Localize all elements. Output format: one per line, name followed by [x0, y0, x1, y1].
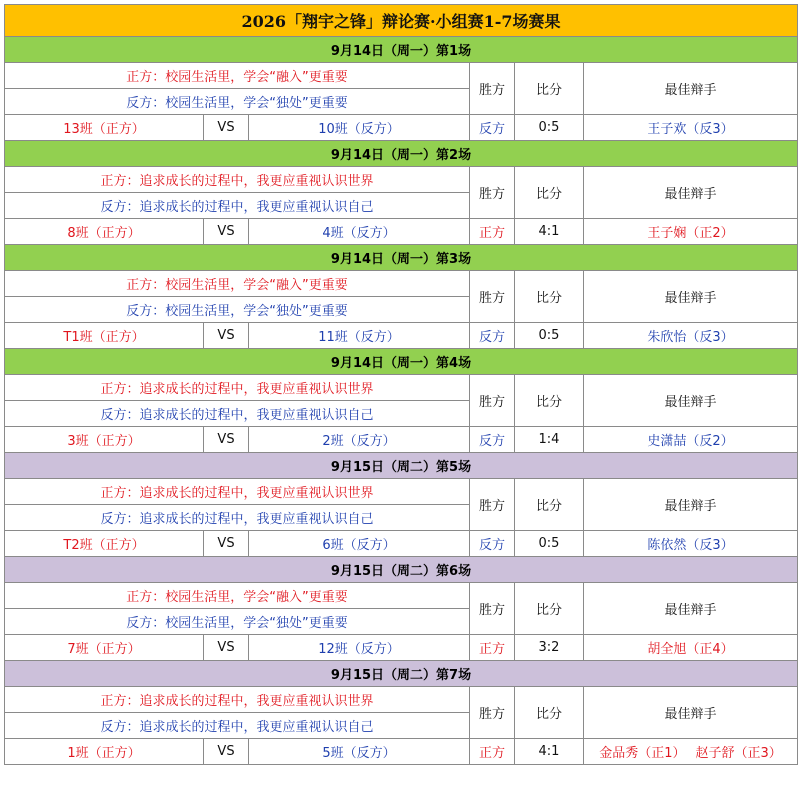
- team-con: 10班（反方）: [249, 115, 470, 141]
- best-debater-header: 最佳辩手: [584, 271, 798, 323]
- vs-label: VS: [204, 531, 249, 557]
- score-header: 比分: [515, 63, 584, 115]
- pro-topic: 正方：校园生活里，学会“融入”更重要: [5, 583, 470, 609]
- match-header-row: [5, 37, 798, 63]
- winner-header: 胜方: [470, 375, 515, 427]
- result-row: [5, 739, 798, 765]
- score-cell: 0:5: [515, 531, 584, 557]
- pro-topic-row: [5, 271, 798, 297]
- best-debater-cell: [584, 323, 798, 349]
- sheet-title: 2026「翔宇之锋」辩论赛·小组赛1-7场赛果: [5, 5, 798, 37]
- score-header: 比分: [515, 687, 584, 739]
- match-header-row: [5, 661, 798, 687]
- match-header: 9月15日（周二）第7场: [5, 661, 798, 687]
- score-cell: 3:2: [515, 635, 584, 661]
- score-cell: 1:4: [515, 427, 584, 453]
- best-debater-name: 赵子舒（正3）: [695, 746, 782, 761]
- best-debater-cell: [584, 739, 798, 765]
- pro-topic: 正方：追求成长的过程中，我更应重视认识世界: [5, 479, 470, 505]
- match-header: 9月14日（周一）第3场: [5, 245, 798, 271]
- winner-cell: 反方: [470, 115, 515, 141]
- vs-label: VS: [204, 115, 249, 141]
- best-debater-name: 胡全旭（正4）: [647, 642, 734, 657]
- con-topic: 反方：校园生活里，学会“独处”更重要: [5, 609, 470, 635]
- winner-header: 胜方: [470, 63, 515, 115]
- best-debater-cell: [584, 115, 798, 141]
- team-pro: 7班（正方）: [5, 635, 204, 661]
- winner-cell: 反方: [470, 531, 515, 557]
- title-row: [5, 5, 798, 37]
- result-row: [5, 531, 798, 557]
- best-debater-header: 最佳辩手: [584, 63, 798, 115]
- winner-cell: 正方: [470, 739, 515, 765]
- result-row: [5, 115, 798, 141]
- con-topic: 反方：追求成长的过程中，我更应重视认识自己: [5, 401, 470, 427]
- team-con: 6班（反方）: [249, 531, 470, 557]
- best-debater-header: 最佳辩手: [584, 479, 798, 531]
- best-debater-cell: [584, 427, 798, 453]
- match-header-row: [5, 453, 798, 479]
- team-pro: T2班（正方）: [5, 531, 204, 557]
- best-debater-header: 最佳辩手: [584, 375, 798, 427]
- match-header: 9月15日（周二）第5场: [5, 453, 798, 479]
- team-pro: 8班（正方）: [5, 219, 204, 245]
- vs-label: VS: [204, 739, 249, 765]
- con-topic: 反方：校园生活里，学会“独处”更重要: [5, 89, 470, 115]
- match-header: 9月15日（周二）第6场: [5, 557, 798, 583]
- result-row: [5, 427, 798, 453]
- pro-topic: 正方：追求成长的过程中，我更应重视认识世界: [5, 167, 470, 193]
- vs-label: VS: [204, 427, 249, 453]
- team-con: 12班（反方）: [249, 635, 470, 661]
- score-header: 比分: [515, 479, 584, 531]
- best-debater-name: 王子欢（反3）: [647, 122, 734, 137]
- best-debater-header: 最佳辩手: [584, 687, 798, 739]
- pro-topic: 正方：校园生活里，学会“融入”更重要: [5, 63, 470, 89]
- pro-topic: 正方：追求成长的过程中，我更应重视认识世界: [5, 687, 470, 713]
- score-header: 比分: [515, 271, 584, 323]
- best-debater-name: 金品秀（正1）: [599, 746, 686, 761]
- winner-cell: 正方: [470, 219, 515, 245]
- pro-topic-row: [5, 63, 798, 89]
- match-header-row: [5, 141, 798, 167]
- pro-topic-row: [5, 167, 798, 193]
- winner-cell: 反方: [470, 427, 515, 453]
- team-con: 4班（反方）: [249, 219, 470, 245]
- score-header: 比分: [515, 375, 584, 427]
- team-con: 2班（反方）: [249, 427, 470, 453]
- vs-label: VS: [204, 219, 249, 245]
- winner-header: 胜方: [470, 583, 515, 635]
- pro-topic-row: [5, 375, 798, 401]
- con-topic: 反方：校园生活里，学会“独处”更重要: [5, 297, 470, 323]
- team-con: 11班（反方）: [249, 323, 470, 349]
- pro-topic: 正方：校园生活里，学会“融入”更重要: [5, 271, 470, 297]
- team-con: 5班（反方）: [249, 739, 470, 765]
- winner-header: 胜方: [470, 687, 515, 739]
- score-cell: 0:5: [515, 323, 584, 349]
- vs-label: VS: [204, 323, 249, 349]
- con-topic: 反方：追求成长的过程中，我更应重视认识自己: [5, 505, 470, 531]
- best-debater-header: 最佳辩手: [584, 167, 798, 219]
- winner-header: 胜方: [470, 271, 515, 323]
- vs-label: VS: [204, 635, 249, 661]
- match-header-row: [5, 557, 798, 583]
- winner-header: 胜方: [470, 479, 515, 531]
- score-header: 比分: [515, 167, 584, 219]
- team-pro: 13班（正方）: [5, 115, 204, 141]
- winner-header: 胜方: [470, 167, 515, 219]
- score-cell: 0:5: [515, 115, 584, 141]
- match-header: 9月14日（周一）第1场: [5, 37, 798, 63]
- con-topic: 反方：追求成长的过程中，我更应重视认识自己: [5, 193, 470, 219]
- best-debater-cell: [584, 531, 798, 557]
- result-row: [5, 635, 798, 661]
- team-pro: 1班（正方）: [5, 739, 204, 765]
- best-debater-cell: [584, 219, 798, 245]
- pro-topic-row: [5, 687, 798, 713]
- best-debater-name: 王子娴（正2）: [647, 226, 734, 241]
- best-debater-cell: [584, 635, 798, 661]
- pro-topic-row: [5, 583, 798, 609]
- results-sheet: [4, 4, 798, 765]
- match-header: 9月14日（周一）第2场: [5, 141, 798, 167]
- result-row: [5, 219, 798, 245]
- result-row: [5, 323, 798, 349]
- score-header: 比分: [515, 583, 584, 635]
- score-cell: 4:1: [515, 739, 584, 765]
- best-debater-name: 史潇喆（反2）: [647, 434, 734, 449]
- con-topic: 反方：追求成长的过程中，我更应重视认识自己: [5, 713, 470, 739]
- match-header-row: [5, 245, 798, 271]
- pro-topic: 正方：追求成长的过程中，我更应重视认识世界: [5, 375, 470, 401]
- best-debater-name: 朱欣怡（反3）: [647, 330, 734, 345]
- team-pro: 3班（正方）: [5, 427, 204, 453]
- winner-cell: 反方: [470, 323, 515, 349]
- best-debater-name: 陈依然（反3）: [647, 538, 734, 553]
- pro-topic-row: [5, 479, 798, 505]
- match-header-row: [5, 349, 798, 375]
- match-header: 9月14日（周一）第4场: [5, 349, 798, 375]
- team-pro: T1班（正方）: [5, 323, 204, 349]
- winner-cell: 正方: [470, 635, 515, 661]
- score-cell: 4:1: [515, 219, 584, 245]
- best-debater-header: 最佳辩手: [584, 583, 798, 635]
